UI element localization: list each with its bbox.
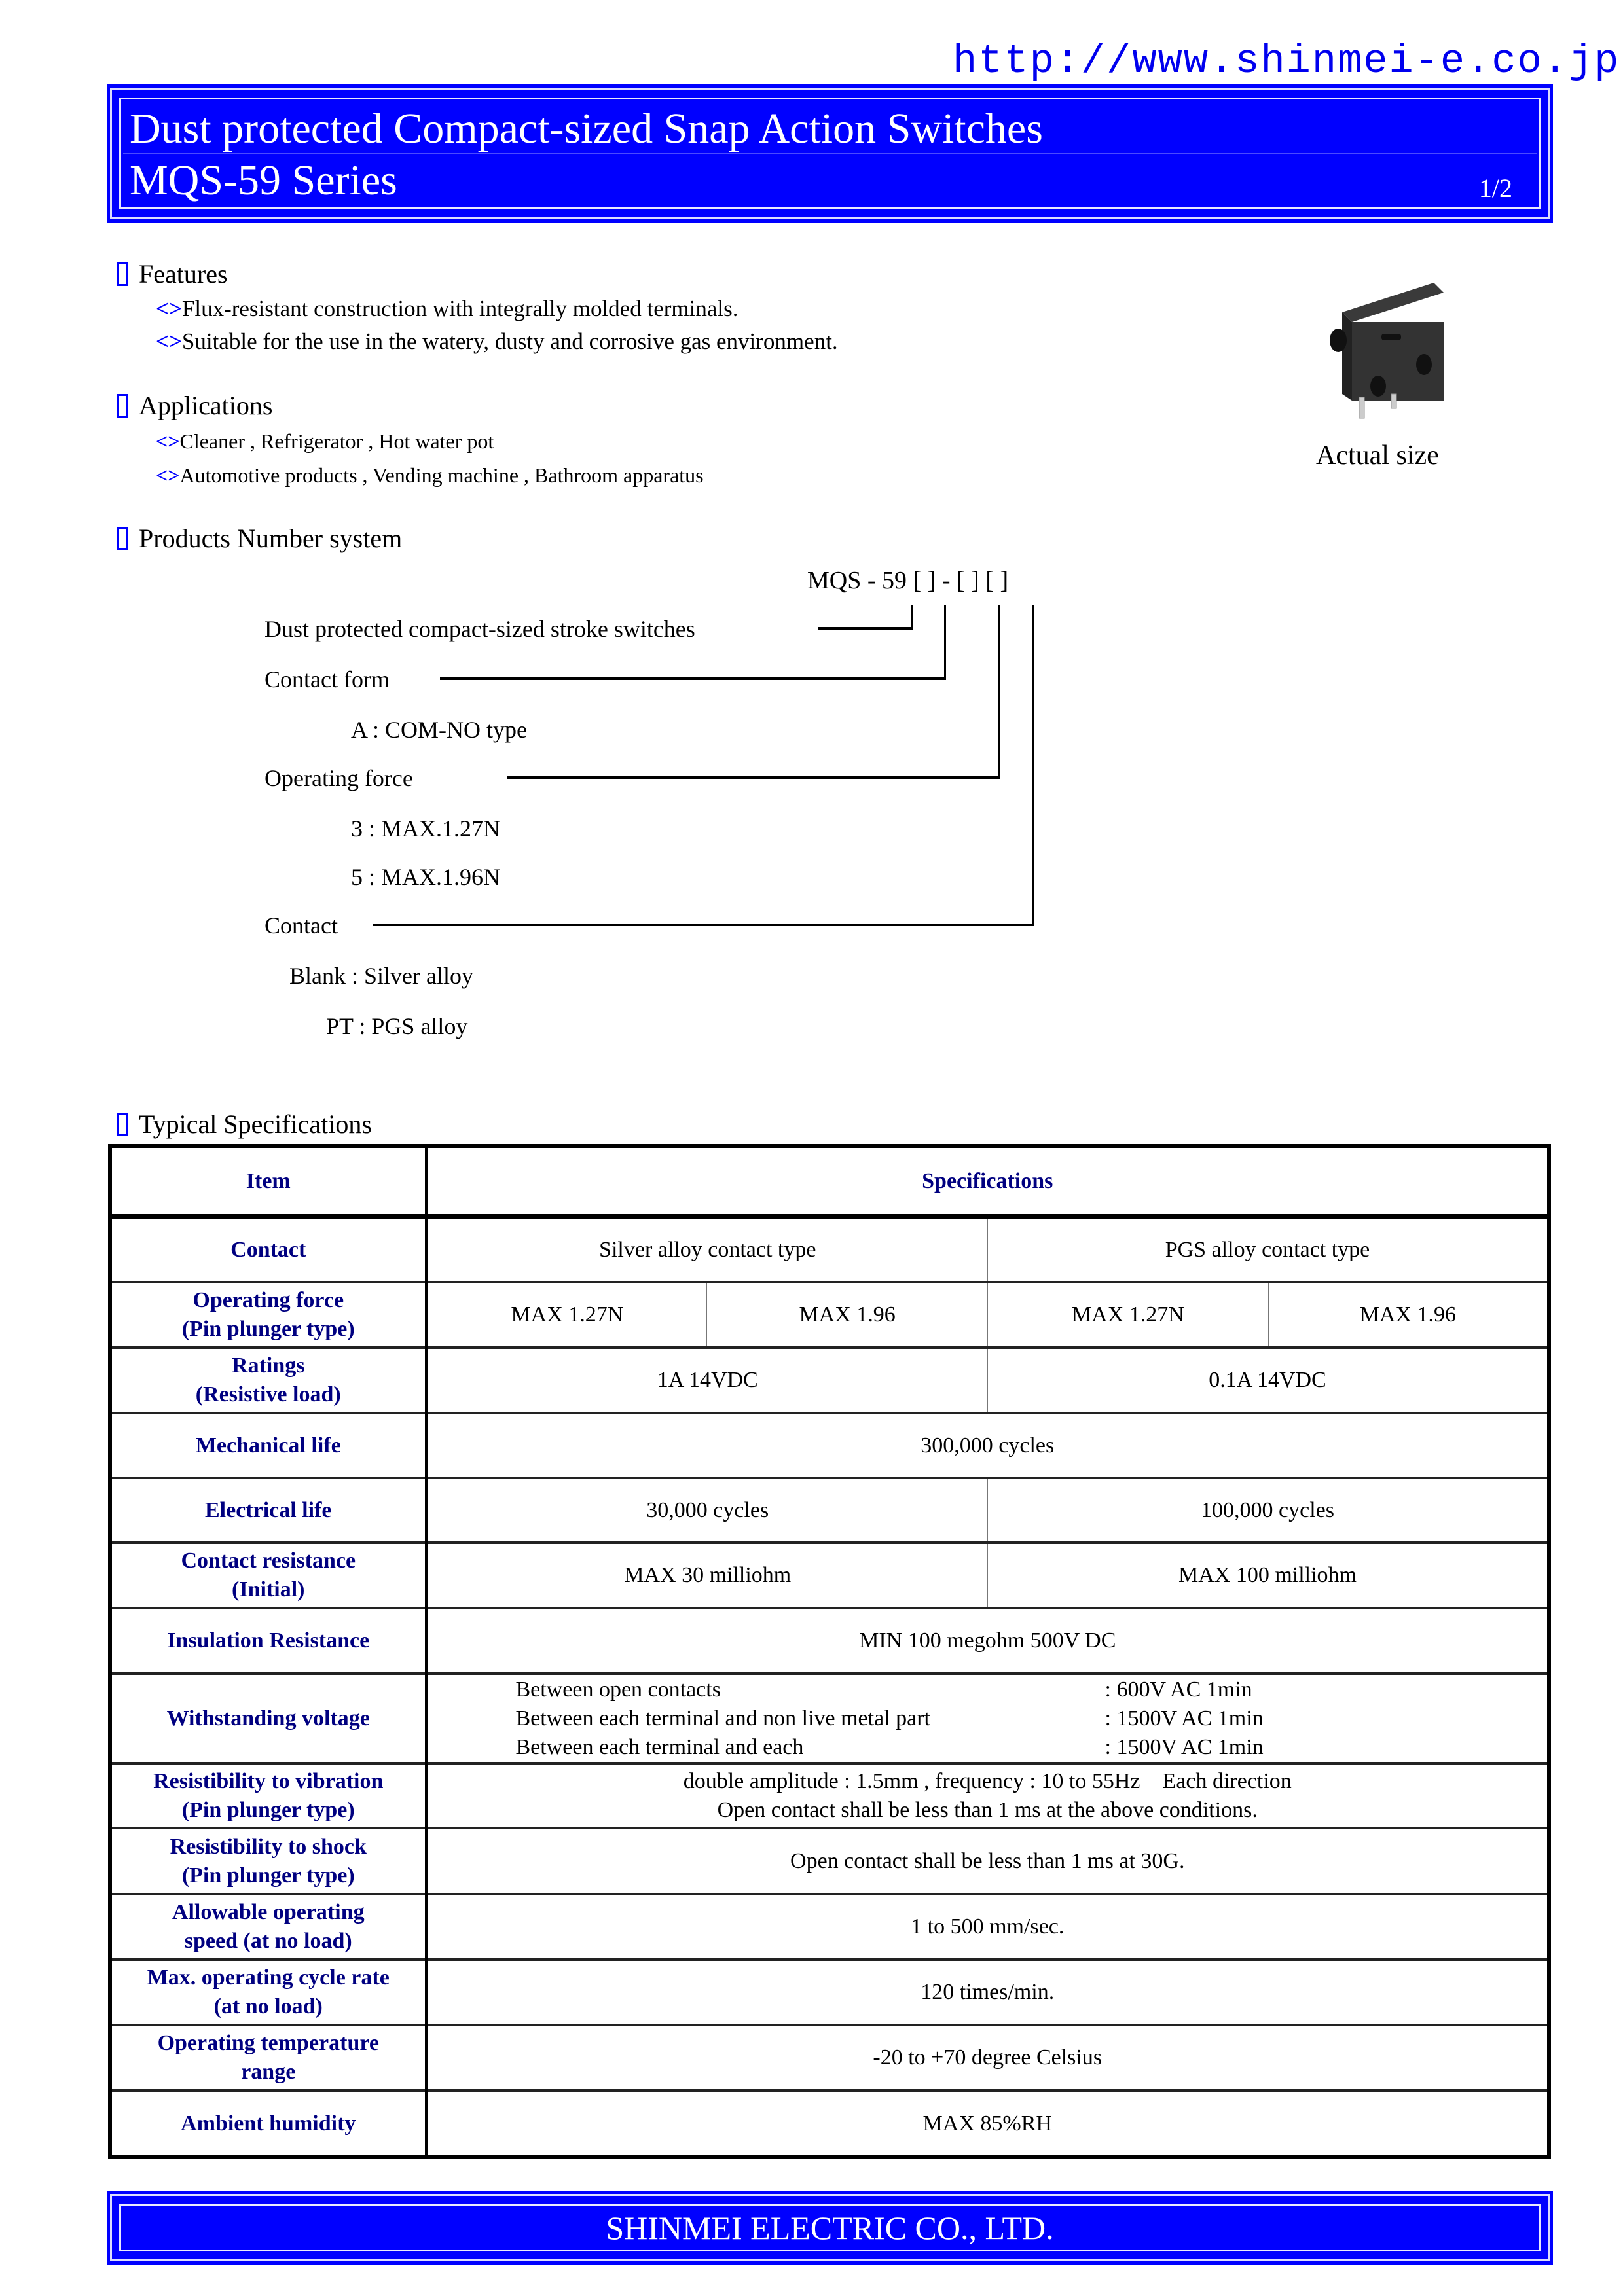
contact-option: Blank : Silver alloy: [289, 963, 473, 989]
table-header-row: [110, 1146, 1549, 1217]
feature-item: [156, 296, 738, 322]
cell: [426, 1674, 1549, 1763]
number-system-heading-label: Products Number system: [139, 524, 403, 553]
cell: -20 to +70 degree Celsius: [426, 2025, 1549, 2090]
connector-line: [998, 605, 1000, 779]
application-text: Automotive products , Vending machine , Bathroom apparatus: [179, 463, 704, 487]
application-item: [156, 429, 494, 454]
table-row: [110, 1413, 1549, 1478]
cell: MAX 100 milliohm: [988, 1543, 1550, 1608]
connector-line: [818, 627, 913, 630]
cell: 30,000 cycles: [426, 1478, 988, 1543]
cell: Open contact shall be less than 1 ms at 30G.: [426, 1828, 1549, 1894]
cell: 100,000 cycles: [988, 1478, 1550, 1543]
cell: MAX 1.27N: [426, 1282, 707, 1348]
footer-banner: [107, 2191, 1553, 2265]
actual-size-caption: Actual size: [1316, 440, 1439, 471]
specs-heading-label: Typical Specifications: [139, 1109, 372, 1139]
table-row: [110, 1608, 1549, 1674]
table-row: [110, 1674, 1549, 1763]
diamond-bullet-icon: <>: [156, 463, 180, 487]
row-label: Mechanical life: [110, 1413, 426, 1478]
row-label: Allowable operating speed (at no load): [110, 1894, 426, 1960]
operating-force-option: 5 : MAX.1.96N: [351, 864, 501, 890]
section-marker-icon: [117, 262, 128, 286]
cell: 1 to 500 mm/sec.: [426, 1894, 1549, 1960]
table-row: [110, 1348, 1549, 1413]
specs-heading: [117, 1109, 372, 1139]
application-text: Cleaner , Refrigerator , Hot water pot: [179, 429, 494, 453]
table-row: [110, 1894, 1549, 1960]
table-row: [110, 1478, 1549, 1543]
table-row: [110, 1217, 1549, 1282]
row-label: Operating temperature range: [110, 2025, 426, 2090]
table-row: [110, 2025, 1549, 2090]
operating-force-label: Operating force: [264, 765, 413, 791]
application-item: [156, 463, 704, 488]
row-label: Resistibility to shock (Pin plunger type): [110, 1828, 426, 1894]
page-number: 1/2: [1478, 173, 1512, 203]
section-marker-icon: [117, 394, 128, 418]
table-row: [110, 1282, 1549, 1348]
cell: PGS alloy contact type: [988, 1217, 1550, 1282]
cell: MAX 30 milliohm: [426, 1543, 988, 1608]
connector-line: [1032, 605, 1034, 926]
connector-line: [911, 605, 913, 630]
cell: 1A 14VDC: [426, 1348, 988, 1413]
operating-force-option: 3 : MAX.1.27N: [351, 816, 501, 842]
cell: 120 times/min.: [426, 1960, 1549, 2025]
row-label: Electrical life: [110, 1478, 426, 1543]
feature-item: [156, 329, 838, 355]
row-label: Contact: [110, 1217, 426, 1282]
cell: MAX 1.27N: [988, 1282, 1269, 1348]
cell: MAX 1.96: [1268, 1282, 1549, 1348]
cell: Silver alloy contact type: [426, 1217, 988, 1282]
title-banner: [107, 84, 1553, 223]
cell: MIN 100 megohm 500V DC: [426, 1608, 1549, 1674]
website-url[interactable]: http://www.shinmei-e.co.jp: [953, 38, 1620, 84]
cell: MAX 1.96: [707, 1282, 988, 1348]
page-title: Dust protected Compact-sized Snap Action Switches: [130, 105, 1043, 152]
contact-form-option: A : COM-NO type: [351, 717, 527, 743]
applications-heading: [117, 390, 272, 421]
section-marker-icon: [117, 527, 128, 550]
number-system-heading: [117, 523, 402, 554]
cell: 300,000 cycles: [426, 1413, 1549, 1478]
features-heading-label: Features: [139, 259, 228, 289]
row-label: Insulation Resistance: [110, 1608, 426, 1674]
series-title: MQS-59 Series: [130, 156, 397, 204]
connector-line: [507, 776, 1000, 779]
series-label: Dust protected compact-sized stroke switches: [264, 616, 695, 642]
table-row: [110, 1960, 1549, 2025]
row-label: Withstanding voltage: [110, 1674, 426, 1763]
feature-text: Flux-resistant construction with integrally molded terminals.: [181, 296, 739, 321]
row-label: Ambient humidity: [110, 2090, 426, 2157]
table-row: [110, 1763, 1549, 1828]
connector-line: [944, 605, 946, 680]
header-item: Item: [110, 1146, 426, 1217]
cell: double amplitude : 1.5mm , frequency : 10 to 55Hz Each direction Open contact shall be less than 1 ms at the above conditions.: [426, 1763, 1549, 1828]
contact-form-label: Contact form: [264, 666, 390, 692]
row-label: Resistibility to vibration (Pin plunger type): [110, 1763, 426, 1828]
table-row: [110, 2090, 1549, 2157]
withstanding-voltage-list: Between open contacts : 600V AC 1min Between each terminal and non live metal part : 1500V AC 1min Between each terminal and each : 1500V AC 1min: [515, 1677, 1264, 1759]
diamond-bullet-icon: <>: [156, 429, 180, 453]
row-label: Operating force (Pin plunger type): [110, 1282, 426, 1348]
features-heading: [117, 259, 228, 289]
row-label: Max. operating cycle rate (at no load): [110, 1960, 426, 2025]
applications-heading-label: Applications: [139, 391, 273, 420]
switch-photo-icon: [1329, 283, 1447, 420]
switch-photo: [1329, 283, 1447, 420]
table-row: [110, 1828, 1549, 1894]
cell: MAX 85%RH: [426, 2090, 1549, 2157]
connector-line: [373, 924, 1034, 926]
contact-option: PT : PGS alloy: [326, 1013, 468, 1039]
part-number-code: MQS - 59 [ ] - [ ] [ ]: [807, 567, 1009, 594]
header-specifications: Specifications: [426, 1146, 1549, 1217]
cell: 0.1A 14VDC: [988, 1348, 1550, 1413]
row-label: Ratings (Resistive load): [110, 1348, 426, 1413]
connector-line: [440, 677, 946, 680]
company-name: SHINMEI ELECTRIC CO., LTD.: [606, 2210, 1054, 2246]
table-row: [110, 1543, 1549, 1608]
diamond-bullet-icon: <>: [156, 329, 182, 354]
contact-label: Contact: [264, 912, 338, 939]
diamond-bullet-icon: <>: [156, 296, 182, 321]
specifications-table: [108, 1144, 1551, 2159]
feature-text: Suitable for the use in the watery, dusty and corrosive gas environment.: [181, 329, 838, 354]
row-label: Contact resistance (Initial): [110, 1543, 426, 1608]
section-marker-icon: [117, 1113, 128, 1136]
